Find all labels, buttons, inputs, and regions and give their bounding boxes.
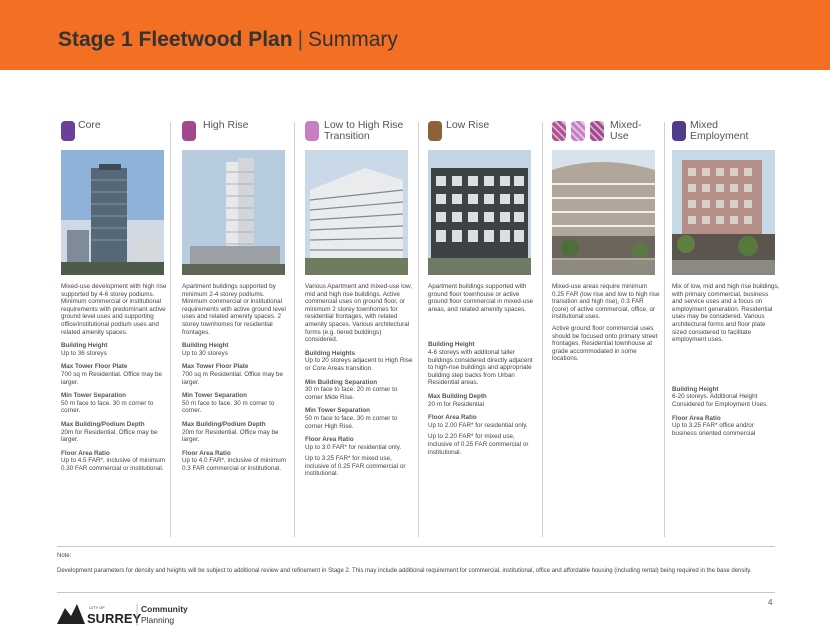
column-divider	[418, 122, 419, 537]
page-number: 4	[768, 598, 773, 607]
note-label: Note:	[57, 553, 72, 559]
color-swatch	[428, 121, 442, 141]
column-divider	[170, 122, 171, 537]
spec-value: 20 m for Residential	[428, 400, 484, 408]
spec-label: Building Height	[672, 385, 719, 393]
spec-value: Up to 4.0 FAR*, inclusive of minimum 0.3 FAR commercial or institutional.	[182, 457, 286, 472]
spec-value: Up to 3.25 FAR* office and/or business oriented commercial	[672, 422, 756, 437]
column-header	[305, 118, 415, 148]
column-header	[552, 118, 662, 148]
description-paragraph: Apartment buildings supported by minimum 2-4 storey podiums. Minimum commercial or institutional requirements with active ground level uses and related amenity spaces. 2 storey townhomes for residential frontages.	[182, 283, 286, 336]
footer-divider	[57, 592, 775, 593]
spec-value: Up to 4.5 FAR*, inclusive of minimum 0.30 FAR commercial or institutional.	[61, 457, 165, 472]
logo-city-name: SURREY	[87, 611, 142, 626]
spec-value: 700 sq m Residential. Office may be larger.	[182, 370, 284, 386]
column-divider	[542, 122, 543, 537]
column-title: Mixed- Use	[610, 119, 642, 142]
column-description	[61, 283, 169, 472]
spec-value: Up to 3.25 FAR* for mixed use, inclusive of 0.25 FAR commercial or institutional.	[305, 455, 406, 478]
spec-label: Floor Area Ratio	[182, 449, 231, 457]
spec-value: 50 m face to face. 30 m corner to corner.	[182, 399, 275, 415]
spec-label: Building Height	[182, 342, 229, 350]
spec-value: 50 m face to face. 30 m corner to corner.	[61, 399, 154, 415]
spec-label: Min Tower Separation	[182, 392, 247, 400]
land-use-column-core	[61, 118, 171, 472]
spec-value: 20m for Residential. Office may be larger.	[182, 428, 279, 444]
column-header	[182, 118, 292, 148]
spec-value: 4-6 storeys with additonal taller buildings considered directly adjacent to high-rise buildings and appropriate building step backs from Urban Residential areas.	[428, 348, 533, 387]
land-use-column-mixed-use	[552, 118, 662, 363]
column-title: Core	[78, 119, 101, 131]
column-title: High Rise	[203, 119, 249, 131]
spec-value: 20m for Residential. Office may be larger.	[61, 428, 158, 444]
spec-label: Floor Area Ratio	[61, 449, 110, 457]
spec-list	[61, 342, 169, 472]
spec-value: 50 m face to face. 30 m corner to corner High Rise.	[305, 414, 398, 430]
land-use-column-low-rise	[428, 118, 538, 456]
office-illustration	[672, 150, 775, 275]
logo-small-text: CITY OF	[89, 605, 105, 610]
title-subtitle: Summary	[308, 28, 398, 51]
spec-label: Max Tower Floor Plate	[182, 363, 249, 371]
title-separator: |	[297, 28, 304, 51]
column-title: Low to High Rise Transition	[324, 119, 404, 142]
color-swatch	[305, 121, 319, 141]
spec-label: Building Heights	[305, 349, 356, 357]
column-header	[428, 118, 538, 148]
building-photo	[305, 150, 408, 275]
page-title	[58, 28, 398, 52]
column-title: Mixed Employment	[690, 119, 749, 142]
color-swatch	[672, 121, 686, 141]
building-photo	[182, 150, 285, 275]
tiered-building-illustration	[305, 150, 408, 275]
column-divider	[294, 122, 295, 537]
description-paragraph: Various Apartment and mixed-use low, mid and high rise buildings. Active commercial uses on ground floor, or minimum 2 storey townhomes for residential frontages, with related amenity spaces. Various architectural forms (e.g. tiered buildings) considered.	[305, 283, 412, 344]
color-swatch	[590, 121, 604, 141]
spec-list	[672, 386, 780, 438]
building-photo	[428, 150, 531, 275]
column-description	[672, 283, 780, 437]
logo-dept-line1: Community	[141, 604, 188, 614]
column-description	[428, 283, 536, 456]
spec-list	[428, 341, 536, 456]
building-photo	[61, 150, 164, 275]
description-paragraph: Mixed-use areas require minimum 0.25 FAR (low rise and low to high rise transition and high rise), 0.3 FAR (core) of active commercial, office, or institutional uses.	[552, 283, 660, 321]
spec-value: Up to 20 storeys adjacent to High Rise or Core Areas transition.	[305, 357, 413, 372]
city-of-surrey-logo	[57, 600, 197, 628]
spec-value: Up to 2.20 FAR* for mixed use, inclusive of 0.25 FAR commercial or institutional.	[428, 433, 529, 456]
spec-label: Floor Area Ratio	[428, 414, 477, 422]
color-swatch	[552, 121, 566, 141]
tower-illustration	[61, 150, 164, 275]
spec-label: Building Height	[61, 342, 108, 350]
building-photo	[672, 150, 775, 275]
spec-list	[182, 342, 290, 472]
column-title: Low Rise	[446, 119, 490, 131]
spec-label: Max Building/Podium Depth	[61, 420, 145, 428]
column-description	[182, 283, 290, 472]
spec-value: Up to 30 storeys	[182, 349, 228, 357]
footer-divider	[57, 546, 775, 547]
spec-list	[305, 350, 413, 478]
spec-label: Min Tower Separation	[305, 407, 370, 415]
column-divider	[664, 122, 665, 537]
column-description	[305, 283, 413, 478]
column-description	[552, 283, 660, 367]
color-swatch	[61, 121, 75, 141]
spec-value: 6-20 storeys. Additional Height Considered for Employment Uses.	[672, 393, 768, 408]
spec-label: Max Building/Podium Depth	[182, 420, 266, 428]
spec-label: Building Height	[428, 341, 475, 349]
mixed-use-illustration	[552, 150, 655, 275]
spec-label: Max Tower Floor Plate	[61, 363, 128, 371]
building-photo	[552, 150, 655, 275]
land-use-column-transition	[305, 118, 415, 478]
spec-value: Up to 2.00 FAR* for residential only.	[428, 421, 528, 429]
description-paragraph: Mix of low, mid and high rise buildings, with primary commercial, business and service uses and a focus on employment generation. Residential uses may be considered. Various architectural forms and floor plate sized considered to facilitate employment uses.	[672, 283, 780, 344]
color-swatch	[182, 121, 196, 141]
column-header	[61, 118, 171, 148]
spec-value: Up to 3.0 FAR* for residential only.	[305, 443, 402, 451]
description-paragraph: Apartment buildings supported with ground floor townhouse or active ground floor commercial in mixed-use areas, and related amenity spaces.	[428, 283, 533, 313]
color-swatch	[571, 121, 585, 141]
logo-dept-line2: Planning	[141, 615, 175, 625]
column-header	[672, 118, 782, 148]
title-banner	[0, 0, 830, 70]
description-paragraph: Active ground floor commercial uses should be focused onto primary street frontages. Residential townhouse at grade accommodated in some locations.	[552, 324, 658, 363]
spec-value: 30 m face to face. 20 m corner to corner Mide Rise.	[305, 386, 398, 401]
spec-label: Max Building Depth	[428, 392, 487, 400]
spec-label: Floor Area Ratio	[305, 436, 354, 444]
low-rise-illustration	[428, 150, 531, 275]
description-paragraph: Mixed-use development with high rise supported by 4-6 storey podiums. Minimum commercial or institutional requirements with predominant active ground level uses and supporting office/institutional podium uses and related amenity spaces.	[61, 283, 167, 336]
note-text: Development parameters for density and heights will be subject to additional review and refinement in Stage 2. This may include additional requirement for commercial, institutional, office and affordable housing (including rental) being required in the base density.	[57, 568, 752, 574]
title-main: Stage 1 Fleetwood Plan	[58, 28, 293, 51]
spec-label: Min Tower Separation	[61, 392, 126, 400]
spec-value: 700 sq m Residential. Office may be larger.	[61, 370, 163, 386]
land-use-column-mixed-employment	[672, 118, 782, 437]
logo-mark-icon	[57, 604, 85, 624]
spec-label: Floor Area Ratio	[672, 414, 721, 422]
land-use-column-high-rise	[182, 118, 292, 472]
tower-illustration	[182, 150, 285, 275]
spec-label: Min Building Separation	[305, 378, 378, 386]
spec-value: Up to 36 storeys	[61, 349, 107, 357]
